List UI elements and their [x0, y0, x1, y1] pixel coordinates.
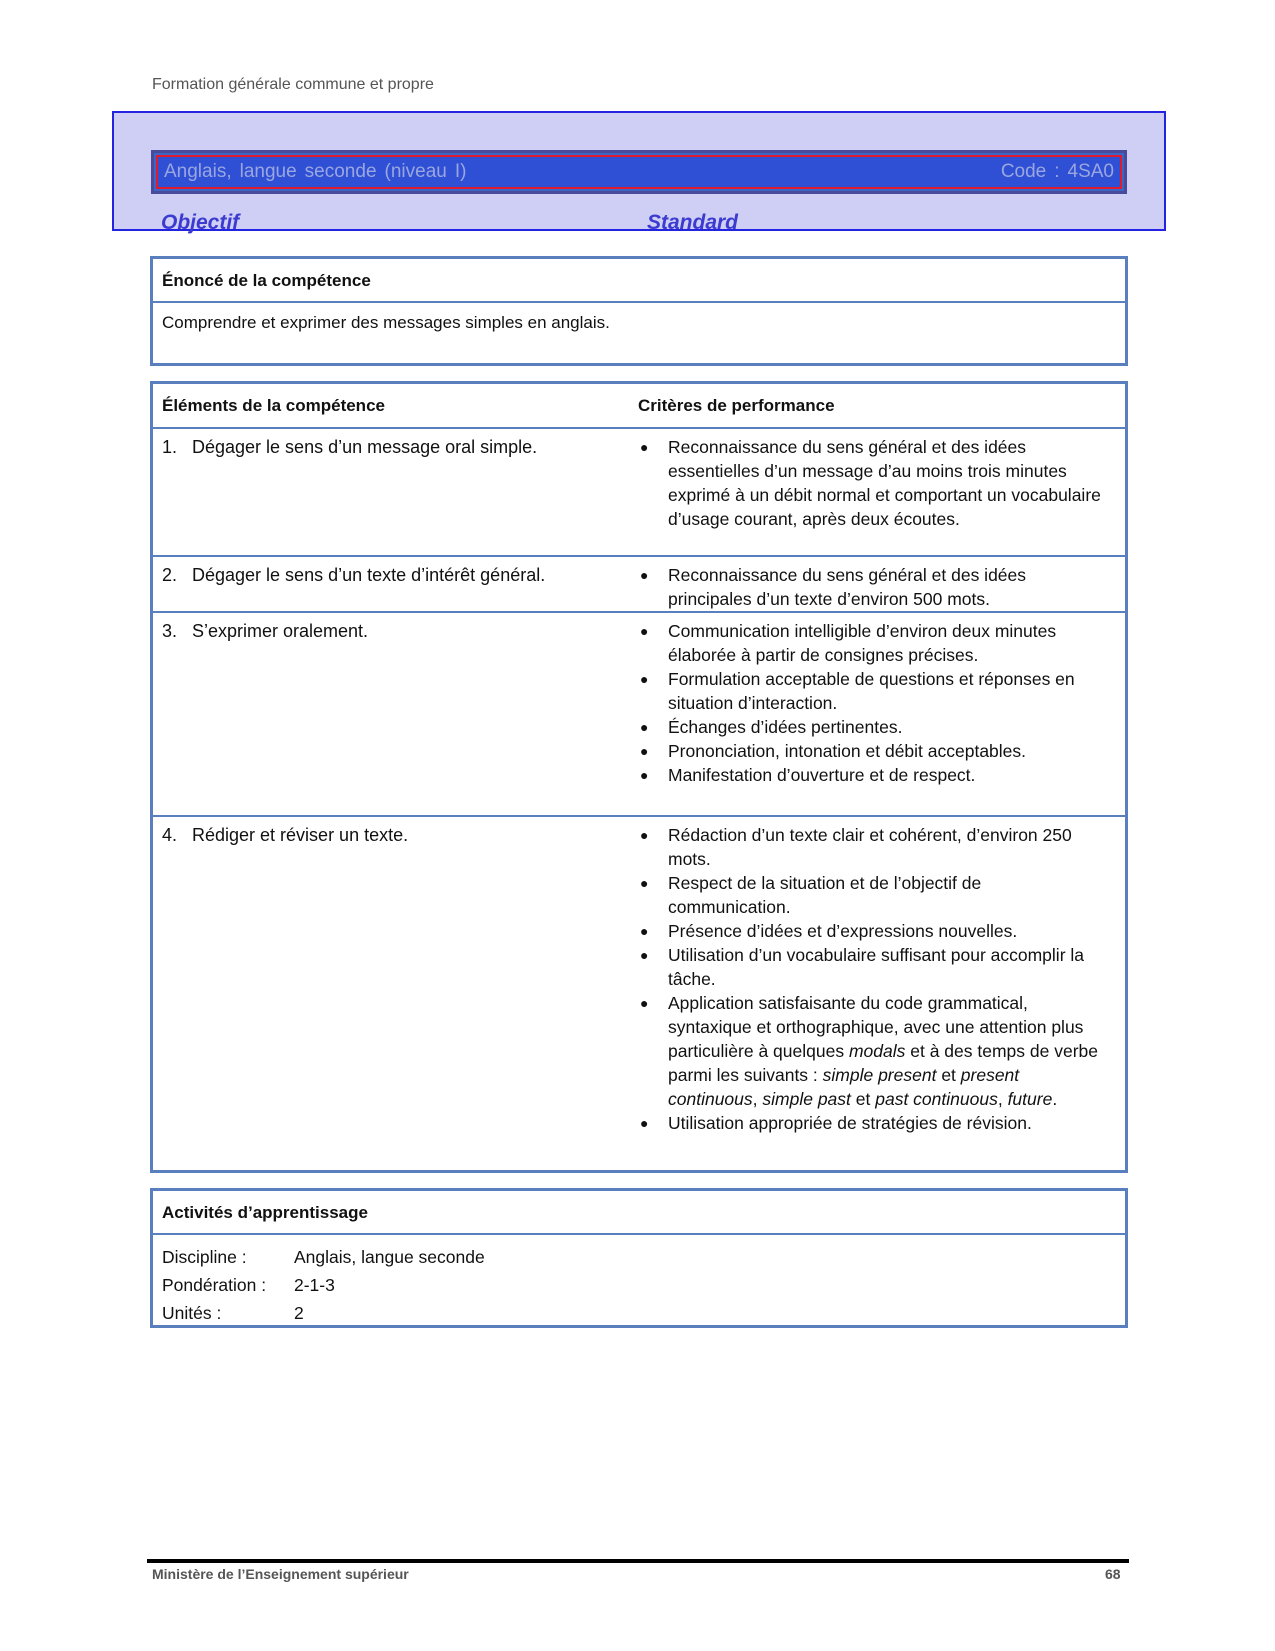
criteria-cell [638, 429, 1108, 555]
criterion: ● Reconnaissance du sens général et des idées principales d’un texte d’environ 500 mots. [640, 565, 1027, 609]
table-row [153, 817, 1125, 1169]
bullet-icon: ● [640, 1115, 649, 1131]
activity-value: 2-1-3 [294, 1275, 335, 1295]
criterion: ● Utilisation d’un vocabulaire suffisant pour accomplir la tâche. [640, 945, 1085, 989]
activity-value: 2 [294, 1303, 304, 1323]
table-row [153, 429, 1125, 557]
criterion: ● Présence d’idées et d’expressions nouvelles. [640, 921, 1018, 941]
criterion: ● Échanges d’idées pertinentes. [640, 717, 903, 737]
activity-row-discipline [162, 1243, 1116, 1271]
element-cell [153, 817, 638, 1169]
criterion: ● Application satisfaisante du code grammatical, syntaxique et orthographique, avec une attention plus particulière à quelques modals et à des temps de verbe parmi les suivants : simple present et present continuous, simple past et past continuous, future. [640, 993, 1098, 1109]
element-number: 3. [162, 621, 178, 641]
footer-publisher: Ministère de l’Enseignement supérieur [152, 1566, 409, 1582]
criterion: ● Communication intelligible d’environ deux minutes élaborée à partir de consignes précises. [640, 621, 1057, 665]
criterion: ● Reconnaissance du sens général et des idées essentielles d’un message d’au moins trois minutes exprimé à un débit normal et comportant un vocabulaire d’usage courant, après deux écoutes. [640, 437, 1101, 529]
activity-value: Anglais, langue seconde [294, 1247, 485, 1267]
bullet-icon: ● [640, 875, 649, 891]
criterion: ● Utilisation appropriée de stratégies de révision. [640, 1113, 1032, 1133]
activity-row-ponderation [162, 1271, 1116, 1299]
title-segment: I) [454, 161, 467, 182]
element-text: Dégager le sens d’un texte d’intérêt général. [192, 565, 546, 585]
elements-table-header [153, 384, 1125, 429]
criterion: ● Formulation acceptable de questions et réponses en situation d’interaction. [640, 669, 1075, 713]
criteria-cell [638, 557, 1108, 611]
bullet-icon: ● [640, 827, 649, 843]
enonce-box [150, 256, 1128, 366]
bullet-icon: ● [640, 719, 649, 735]
title-segment: langue [239, 161, 297, 182]
element-number: 2. [162, 565, 178, 585]
element-cell [153, 429, 638, 555]
bullet-icon: ● [640, 439, 649, 455]
standard-label: Standard [647, 211, 739, 234]
element-text: S’exprimer oralement. [192, 621, 369, 641]
elements-table [150, 381, 1128, 1173]
criteria-cell [638, 817, 1108, 1169]
criterion: ● Prononciation, intonation et débit acceptables. [640, 741, 1027, 761]
objectif-label: Objectif [161, 211, 240, 234]
criterion: ● Respect de la situation et de l’objectif de communication. [640, 873, 982, 917]
code-colon: : [1054, 161, 1060, 182]
bullet-icon: ● [640, 743, 649, 759]
activites-box [150, 1188, 1128, 1328]
enonce-heading: Énoncé de la compétence [153, 259, 1125, 303]
activity-key: Pondération : [162, 1275, 267, 1295]
element-text: Rédiger et réviser un texte. [192, 825, 409, 845]
bullet-icon: ● [640, 671, 649, 687]
activity-key: Unités : [162, 1303, 222, 1323]
course-title-bar [151, 150, 1127, 194]
element-text: Dégager le sens d’un message oral simple. [192, 437, 538, 457]
course-title-inner [156, 155, 1122, 189]
running-head: Formation générale commune et propre [152, 76, 434, 93]
course-code [1001, 161, 1114, 183]
activites-heading: Activités d’apprentissage [153, 1191, 1125, 1235]
page-number: 68 [1105, 1566, 1121, 1582]
code-value: 4SA0 [1067, 161, 1114, 182]
criteria-cell [638, 613, 1108, 815]
title-segment: Anglais, [164, 161, 232, 182]
element-cell [153, 613, 638, 815]
criteria-heading: Critères de performance [638, 395, 835, 415]
bullet-icon: ● [640, 923, 649, 939]
bullet-icon: ● [640, 567, 649, 583]
element-cell [153, 557, 638, 611]
title-band [112, 111, 1166, 234]
bullet-icon: ● [640, 995, 649, 1011]
bullet-icon: ● [640, 767, 649, 783]
element-number: 4. [162, 825, 178, 845]
activity-key: Discipline : [162, 1247, 247, 1267]
footer-rule [147, 1559, 1129, 1563]
activity-row-unites [162, 1299, 1116, 1327]
table-row [153, 557, 1125, 613]
element-number: 1. [162, 437, 178, 457]
bullet-icon: ● [640, 947, 649, 963]
code-label: Code [1000, 161, 1047, 182]
title-segment: seconde [304, 161, 377, 182]
course-title [164, 161, 474, 183]
criterion: ● Rédaction d’un texte clair et cohérent, d’environ 250 mots. [640, 825, 1072, 869]
enonce-text: Comprendre et exprimer des messages simples en anglais. [162, 313, 610, 332]
elements-heading: Éléments de la compétence [162, 395, 385, 415]
bullet-icon: ● [640, 623, 649, 639]
criterion: ● Manifestation d’ouverture et de respect. [640, 765, 976, 785]
title-segment: (niveau [384, 161, 447, 182]
table-row [153, 613, 1125, 817]
activites-body [153, 1235, 1125, 1335]
